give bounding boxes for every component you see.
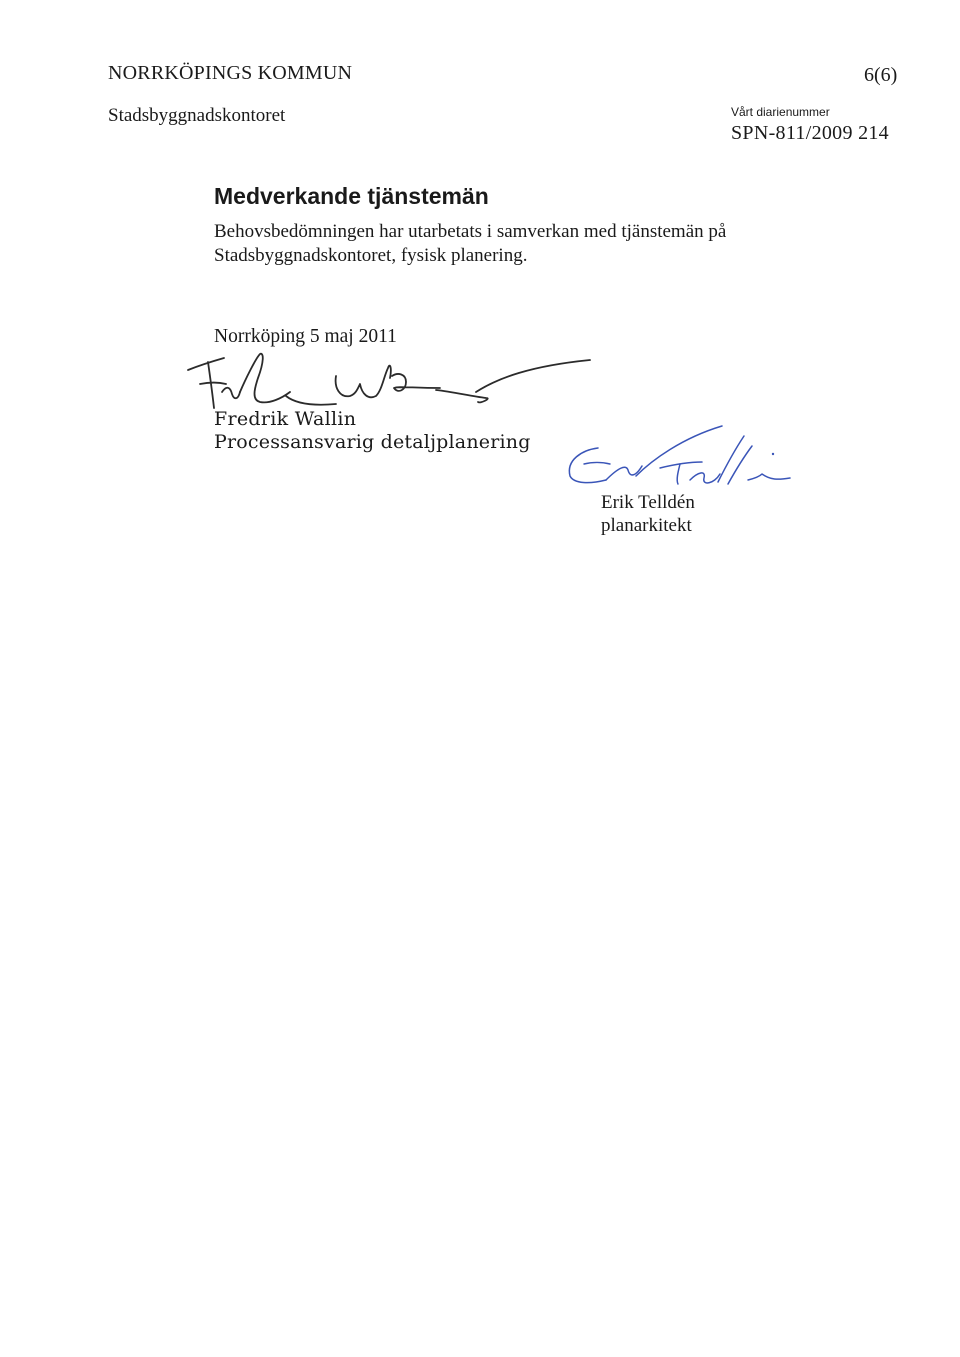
body-text-line: Behovsbedömningen har utarbetats i samverkan med tjänstemän på — [214, 221, 727, 242]
organization-name: NORRKÖPINGS KOMMUN — [108, 62, 353, 84]
diarie-label: Vårt diarienummer — [731, 105, 830, 119]
signature-erik-tellden — [562, 420, 792, 500]
signatory-name: Fredrik Wallin — [214, 408, 357, 430]
department-name: Stadsbyggnadskontoret — [108, 105, 286, 126]
place-and-date: Norrköping 5 maj 2011 — [214, 326, 397, 347]
signatory-name: Erik Telldén — [601, 492, 695, 513]
handwritten-signature-icon — [562, 420, 792, 500]
signatory-title: planarkitekt — [601, 515, 692, 536]
section-heading: Medverkande tjänstemän — [214, 183, 489, 209]
body-text-line: Stadsbyggnadskontoret, fysisk planering. — [214, 245, 528, 266]
diarie-number: SPN-811/2009 214 — [731, 122, 889, 144]
signatory-title: Processansvarig detaljplanering — [214, 431, 531, 453]
page-number: 6(6) — [864, 64, 898, 86]
